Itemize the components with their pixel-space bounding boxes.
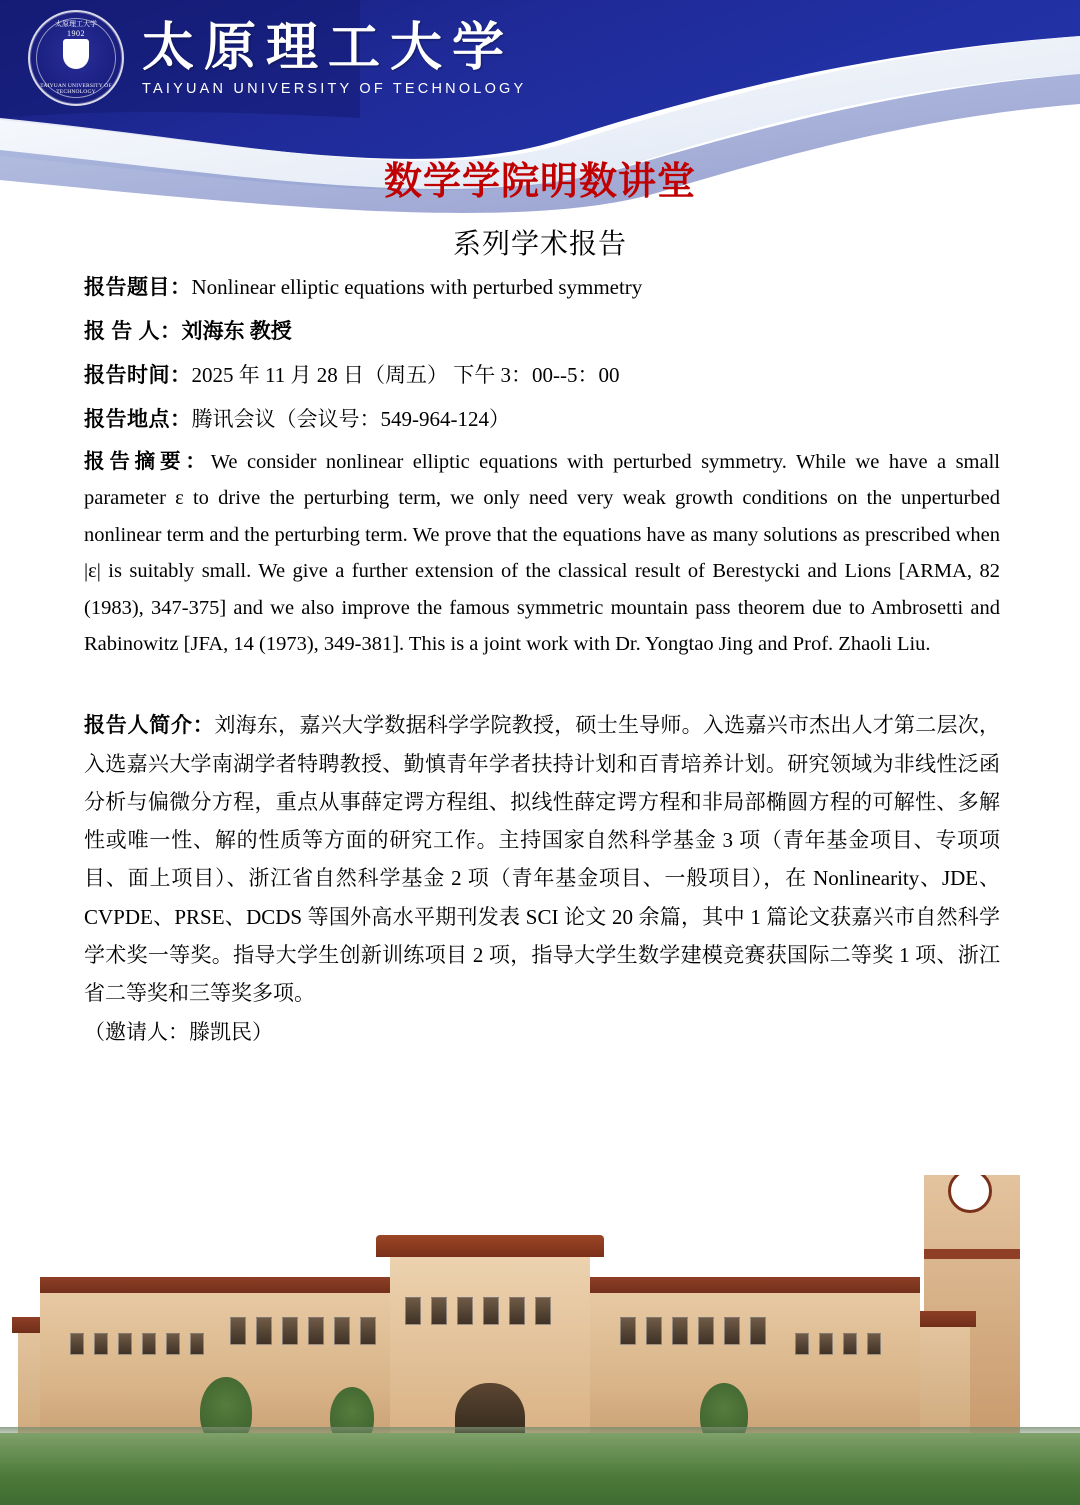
window-row [795, 1333, 881, 1355]
window [672, 1317, 688, 1345]
window [483, 1297, 499, 1325]
window [620, 1317, 636, 1345]
window [535, 1297, 551, 1325]
window-row [620, 1317, 766, 1345]
field-abstract [84, 444, 1000, 663]
field-time [84, 356, 1000, 396]
window [308, 1317, 324, 1345]
field-speaker-value: 刘海东 教授 [181, 318, 292, 343]
window-row [405, 1297, 551, 1325]
window [230, 1317, 246, 1345]
page-subtitle: 系列学术报告 [452, 229, 627, 260]
field-time-label: 报告时间： [84, 362, 192, 387]
window [405, 1297, 421, 1325]
field-speaker [84, 312, 1000, 352]
field-place-label: 报告地点： [84, 406, 192, 431]
field-time-value: 2025 年 11 月 28 日（周五） 下午 3：00--5：00 [191, 362, 620, 387]
seal-year: 1902 [67, 29, 85, 38]
window-row [70, 1333, 204, 1355]
university-name-en: TAIYUAN UNIVERSITY OF TECHNOLOGY [142, 80, 527, 97]
window [509, 1297, 525, 1325]
campus-building-image [0, 1175, 1080, 1505]
window [724, 1317, 740, 1345]
field-place-value: 腾讯会议（会议号：549-964-124） [191, 406, 510, 431]
window-row [230, 1317, 376, 1345]
seal-bottom-text: TAIYUAN UNIVERSITY OF TECHNOLOGY [40, 83, 112, 95]
window [190, 1333, 204, 1355]
tower-band [924, 1249, 1020, 1259]
field-topic-label: 报告题目： [84, 275, 192, 299]
window [142, 1333, 156, 1355]
window [334, 1317, 350, 1345]
seal-top-text: 太原理工大学 [55, 20, 97, 28]
window [282, 1317, 298, 1345]
window [646, 1317, 662, 1345]
field-topic [84, 268, 1000, 308]
seal-shield-icon [63, 39, 89, 69]
field-place [84, 400, 1000, 440]
window [750, 1317, 766, 1345]
poster-body [84, 268, 1000, 1052]
field-speaker-label: 报 告 人： [84, 318, 182, 343]
window [819, 1333, 833, 1355]
university-name-cn: 太原理工大学 [142, 20, 515, 78]
page-title: 数学学院明数讲堂 [383, 161, 696, 203]
university-logo-group [28, 10, 526, 106]
university-name-group [142, 19, 526, 97]
window [118, 1333, 132, 1355]
window [94, 1333, 108, 1355]
window [457, 1297, 473, 1325]
window [431, 1297, 447, 1325]
window [867, 1333, 881, 1355]
field-bio [84, 706, 1000, 1012]
field-abstract-value: We consider nonlinear elliptic equations with perturbed symmetry. While we have a small parameter ε to drive the perturbing term, we only need very weak growth conditions on the unperturbed nonlinear term and the perturbing term. We prove that the equations have as many solutions as prescribed when |ε| is suitably small. We give a further extension of the classical result of Berestycki and Lions [ARMA, 82 (1983), 347-375] and we also improve the famous symmetric mountain pass theorem due to Ambrosetti and Rabinowitz [JFA, 14 (1973), 349-381]. This is a joint work with Dr. Yongtao Jing and Prof. Zhaoli Liu. [84, 450, 1000, 655]
window [698, 1317, 714, 1345]
field-abstract-label: 报告摘要： [84, 450, 211, 473]
field-inviter: （邀请人：滕凯民） [84, 1020, 273, 1045]
window [256, 1317, 272, 1345]
window [795, 1333, 809, 1355]
field-bio-value: 刘海东，嘉兴大学数据科学学院教授，硕士生导师。入选嘉兴市杰出人才第二层次，入选嘉兴大学南湖学者特聘教授、勤慎青年学者扶持计划和百青培养计划。研究领域为非线性泛函分析与偏微分方程，重点从事薛定谔方程组、拟线性薛定谔方程和非局部椭圆方程的可解性、多解性或唯一性、解的性质等方面的研究工作。主持国家自然科学基金 3 项（青年基金项目、专项项目、面上项目）、浙江省自然科学基金 2 项（青年基金项目、一般项目），在 Nonlinearity、JDE、CVPDE、PRSE、DCDS 等国外高水平期刊发表 SCI 论文 20 余篇，其中 1 篇论文获嘉兴市自然科学学术奖一等奖。指导大学生创新训练项目 2 项，指导大学生数学建模竞赛获国际二等奖 1 项、浙江省二等奖和三等奖多项。 [84, 713, 1001, 1005]
window [360, 1317, 376, 1345]
lawn [0, 1433, 1080, 1505]
window [843, 1333, 857, 1355]
field-topic-value: Nonlinear elliptic equations with perturbed symmetry [191, 275, 643, 299]
field-bio-label: 报告人简介： [84, 713, 215, 738]
window [70, 1333, 84, 1355]
window [166, 1333, 180, 1355]
university-seal-icon [28, 10, 124, 106]
